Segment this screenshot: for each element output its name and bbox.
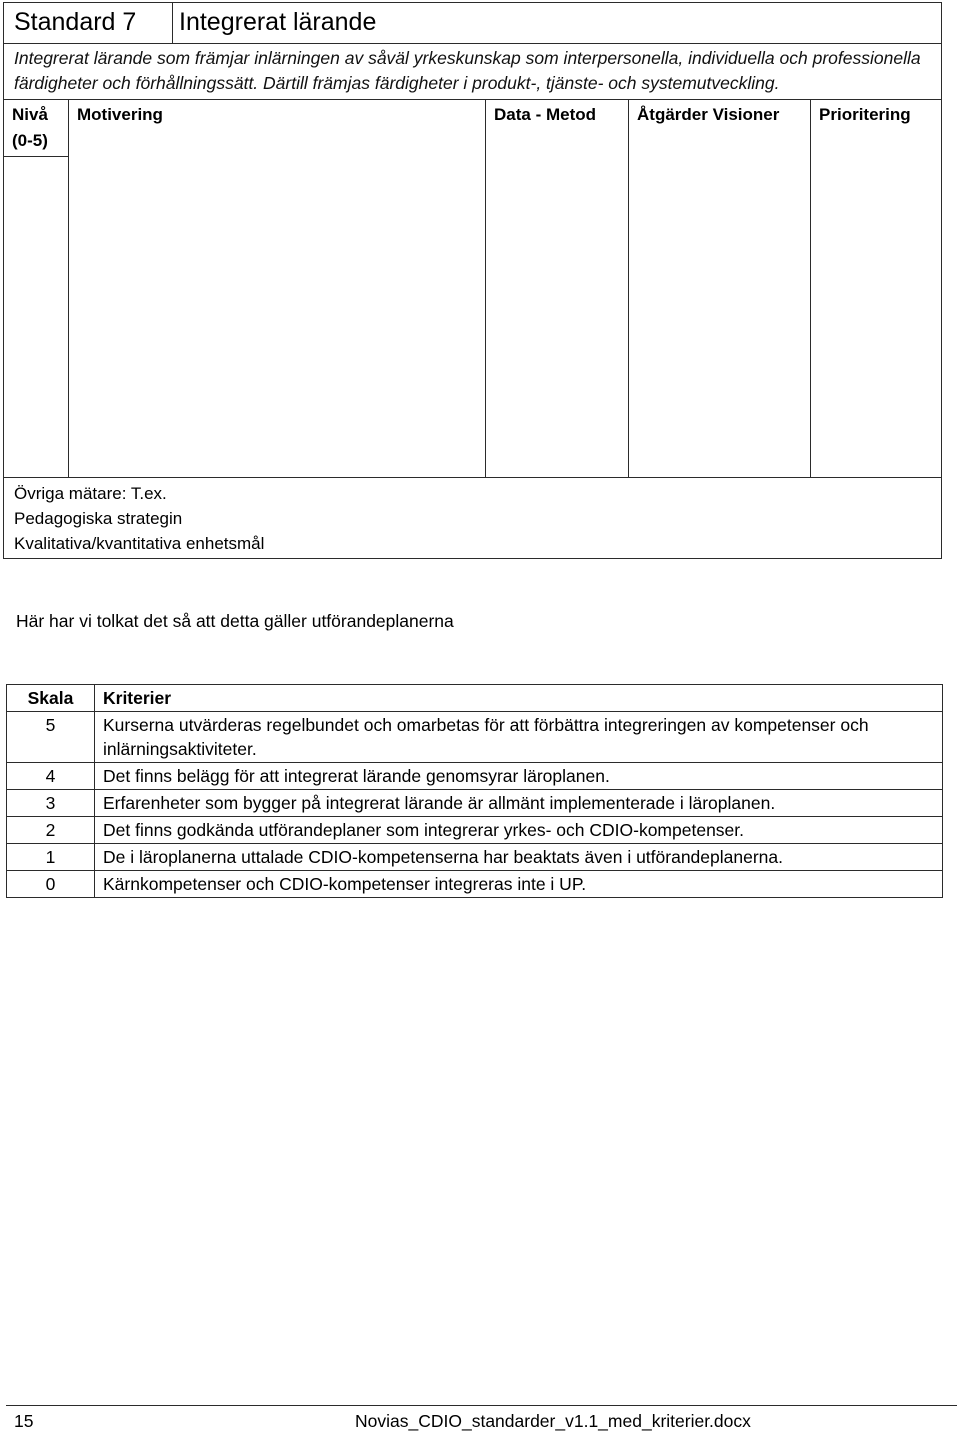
- criteria-scale: 4: [7, 763, 95, 790]
- criteria-text: Det finns belägg för att integrerat lärande genomsyrar läroplanen.: [95, 763, 943, 790]
- criteria-scale: 3: [7, 790, 95, 817]
- criteria-row: [7, 790, 943, 817]
- actions-header-label: Åtgärder Visioner: [637, 105, 780, 124]
- motivation-input-cell[interactable]: [69, 157, 486, 478]
- criteria-scale: 5: [7, 712, 95, 763]
- level-header-line1: Nivå: [12, 105, 48, 124]
- criteria-row: [7, 763, 943, 790]
- level-input-cell[interactable]: [4, 157, 69, 478]
- criteria-text: Erfarenheter som bygger på integrerat lärande är allmänt implementerade i läroplanen.: [95, 790, 943, 817]
- criteria-scale: 2: [7, 817, 95, 844]
- standard-title-row: [4, 3, 942, 44]
- interpretation-note: Här har vi tolkat det så att detta gäller utförandeplanerna: [16, 611, 454, 631]
- motivation-column-header: [69, 100, 486, 157]
- other-measures-heading: Övriga mätare: T.ex.: [14, 484, 167, 503]
- level-header-line2: (0-5): [12, 131, 48, 150]
- standard-description: Integrerat lärande som främjar inlärningen av såväl yrkeskunskap som interpersonella, individuella och professionella färdigheter och förhållningssätt. Därtill främjas färdigheter i produkt-, tjänste- och systemutveckling.: [4, 44, 942, 100]
- criteria-scale: 0: [7, 871, 95, 898]
- actions-input-cell[interactable]: [629, 157, 811, 478]
- motivation-header-label: Motivering: [77, 105, 163, 124]
- page-number: 15: [14, 1411, 34, 1431]
- column-header-row: [4, 100, 942, 157]
- other-measures-item: Pedagogiska strategin: [14, 509, 183, 528]
- criteria-text: Kärnkompetenser och CDIO-kompetenser integreras inte i UP.: [95, 871, 943, 898]
- criteria-table: [6, 684, 943, 898]
- data-method-input-cell[interactable]: [486, 157, 629, 478]
- standard-assessment-table: [3, 2, 942, 559]
- assessment-body-row: [4, 157, 942, 478]
- level-column-header: [4, 100, 69, 157]
- actions-column-header: [629, 100, 811, 157]
- criteria-text: Kurserna utvärderas regelbundet och omarbetas för att förbättra integreringen av kompetenser och inlärningsaktiviteter.: [95, 712, 943, 763]
- footer-divider: [6, 1405, 957, 1406]
- priority-header-label: Prioritering: [819, 105, 911, 124]
- criteria-text: Det finns godkända utförandeplaner som integrerar yrkes- och CDIO-kompetenser.: [95, 817, 943, 844]
- criteria-row: [7, 817, 943, 844]
- data-method-column-header: [486, 100, 629, 157]
- criteria-row: [7, 712, 943, 763]
- standard-name: Integrerat lärande: [173, 3, 942, 44]
- other-measures-row: [4, 478, 942, 559]
- criteria-header-row: [7, 685, 943, 712]
- priority-input-cell[interactable]: [811, 157, 942, 478]
- data-method-header-label: Data - Metod: [494, 105, 597, 124]
- standard-description-row: [4, 44, 942, 100]
- criteria-text: De i läroplanerna uttalade CDIO-kompetenserna har beaktats även i utförandeplanerna.: [95, 844, 943, 871]
- standard-number: Standard 7: [4, 3, 173, 44]
- criteria-row: [7, 871, 943, 898]
- criteria-column-header: Kriterier: [95, 685, 943, 712]
- other-measures-cell: [4, 478, 942, 559]
- scale-column-header: Skala: [7, 685, 95, 712]
- other-measures-item: Kvalitativa/kvantitativa enhetsmål: [14, 534, 265, 553]
- priority-column-header: [811, 100, 942, 157]
- criteria-scale: 1: [7, 844, 95, 871]
- footer-filename: Novias_CDIO_standarder_v1.1_med_kriterier.docx: [355, 1411, 751, 1431]
- criteria-row: [7, 844, 943, 871]
